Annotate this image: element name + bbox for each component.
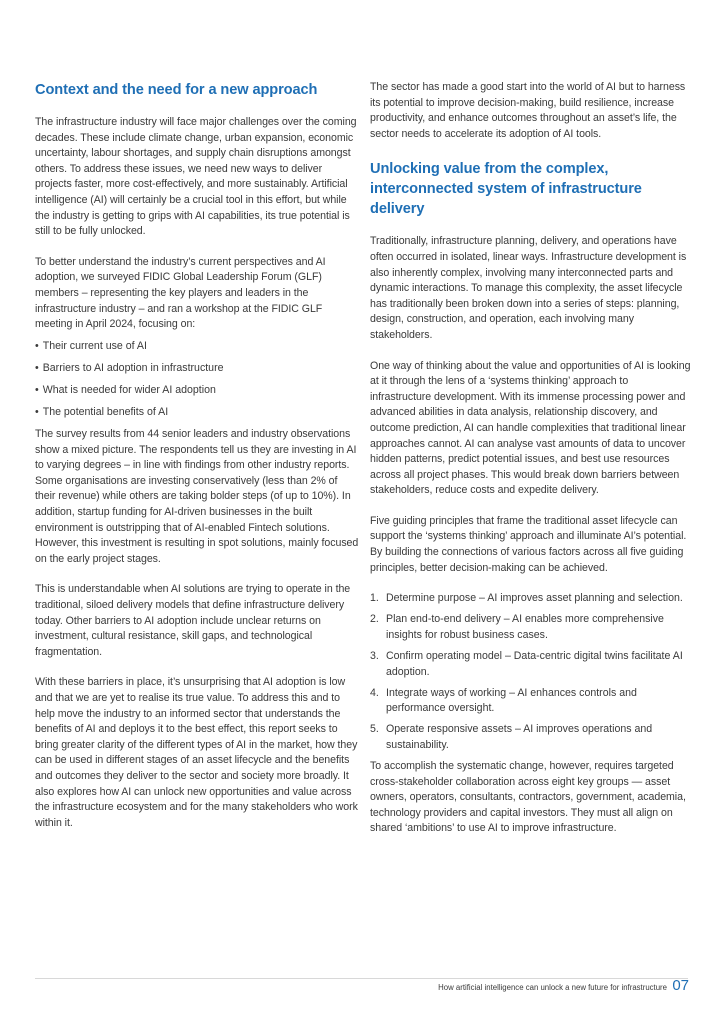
bullet-icon: • — [35, 339, 39, 352]
list-item: • Their current use of AI — [35, 339, 147, 352]
list-item: 4. Integrate ways of working – AI enhances controls and performance oversight. — [370, 686, 637, 715]
list-item: 3. Confirm operating model – Data-centric digital twins facilitate AI adoption. — [370, 650, 683, 678]
paragraph: To accomplish the systematic change, however, requires targeted cross-stakeholder collaboration across eight key groups — asset owners, operators, consultants, contractors, government, academia, technology providers and capital investors. They must all align on shared ‘ambitions’ to use AI to improve infrastructure. — [370, 760, 686, 835]
paragraph: Traditionally, infrastructure planning, delivery, and operations have often occurred in isolated, linear ways. Infrastructure development is also inherently complex, involving many interconnected parts and dynamic interactions. To manage this complexity, the asset lifecycle has traditionally been broken down into a series of steps: planning, design, construction, and operation, each involving many stakeholders. — [370, 235, 687, 341]
section-heading-context: Context and the need for a new approach — [35, 82, 318, 98]
footer-divider — [35, 978, 688, 979]
bullet-icon: • — [35, 406, 39, 418]
list-item: 1. Determine purpose – AI improves asset planning and selection. — [370, 592, 683, 605]
paragraph: The survey results from 44 senior leaders and industry observations show a mixed picture. The respondents tell us they are investing in AI to varying degrees – in line with findings from other industry reports. Some organisations are investing conservatively (less than 2% of their revenue) while others are taking bolder steps (of up to 10%). In addition, startup funding for AI-driven businesses in the built environment is outstripping that of AI-enabled Fintech solutions. However, this investment is resulting in spot solutions, mainly focused on the early project stages. — [35, 428, 359, 565]
guiding-principles-list — [370, 591, 692, 753]
footer-title: How artificial intelligence can unlock a new future for infrastructure — [438, 983, 667, 992]
list-item: 5. Operate responsive assets – AI improves operations and sustainability. — [370, 723, 653, 751]
page-number: 07 — [672, 977, 689, 994]
focus-bullet-list — [35, 339, 359, 421]
paragraph: To better understand the industry’s current perspectives and AI adoption, we surveyed FIDIC Global Leadership Forum (GLF) members – representing the key players and leaders in the infrastructure industry – and ran a workshop at the FIDIC GLF meeting in April 2024, focusing on: — [35, 255, 326, 331]
paragraph: One way of thinking about the value and opportunities of AI is looking at it through the lens of a ‘systems thinking’ approach to infrastructure development. With its immense processing power and advanced abilities in data analysis, relationship discovery, and outcome prediction, AI can handle complexities that traditional linear approaches cannot. AI can analyse vast amounts of data to uncover hidden patterns, predict potential issues, and best use resources across all project phases. This would break down barriers between stakeholders, reduce costs and expedite delivery. — [370, 359, 691, 497]
list-item: • The potential benefits of AI — [35, 406, 169, 418]
section-heading-unlocking-value: Unlocking value from the complex, interconnected system of infrastructure delivery — [370, 161, 642, 218]
list-item: 2. Plan end-to-end delivery – AI enables more comprehensive insights for robust business cases. — [370, 613, 664, 641]
paragraph: With these barriers in place, it’s unsurprising that AI adoption is low and that we are yet to realise its true value. To address this and to help move the industry to an informed sector that understands the benefits of AI and deploys it to the best effect, this report seeks to bring greater clarity of the different types of AI in the market, how they can be used in different stages of an asset lifecycle and the benefits and outcomes they deliver to the sector and society more broadly. It also explores how AI can unlock new opportunities and value across the infrastructure ecosystem and for the many stakeholders who work within it. — [35, 676, 358, 829]
paragraph: The infrastructure industry will face major challenges over the coming decades. These include climate change, urban expansion, economic uncertainty, labour shortages, and supply chain disruptions amongst others. To address these issues, we need new ways to deliver projects faster, more cost-effectively, and more sustainably. Artificial intelligence (AI) will certainly be a crucial tool in this effort, but while the industry is getting to grips with AI capabilities, its true potential is still to be fully unlocked. — [35, 116, 357, 238]
paragraph: Five guiding principles that frame the traditional asset lifecycle can support the ‘systems thinking’ approach and illuminate AI’s potential. By building the connections of various factors across all five guiding principles, better decision-making can be achieved. — [370, 514, 687, 574]
bullet-icon: • — [35, 383, 39, 396]
right-column — [370, 80, 692, 852]
list-item: • What is needed for wider AI adoption — [35, 383, 216, 396]
paragraph: This is understandable when AI solutions are trying to operate in the traditional, siloed delivery models that define infrastructure delivery today. Other barriers to AI adoption include unclear returns on investment, cultural resistance, skill gaps, and technological fragmentation. — [35, 583, 351, 658]
bullet-icon: • — [35, 361, 39, 374]
list-item: • Barriers to AI adoption in infrastructure — [35, 361, 224, 374]
paragraph: The sector has made a good start into the world of AI but to harness its potential to improve decision-making, build resilience, increase productivity, and enhance outcomes throughout an asset’s life, the sector needs to accelerate its adoption of AI tools. — [370, 81, 686, 140]
left-column — [35, 80, 359, 846]
